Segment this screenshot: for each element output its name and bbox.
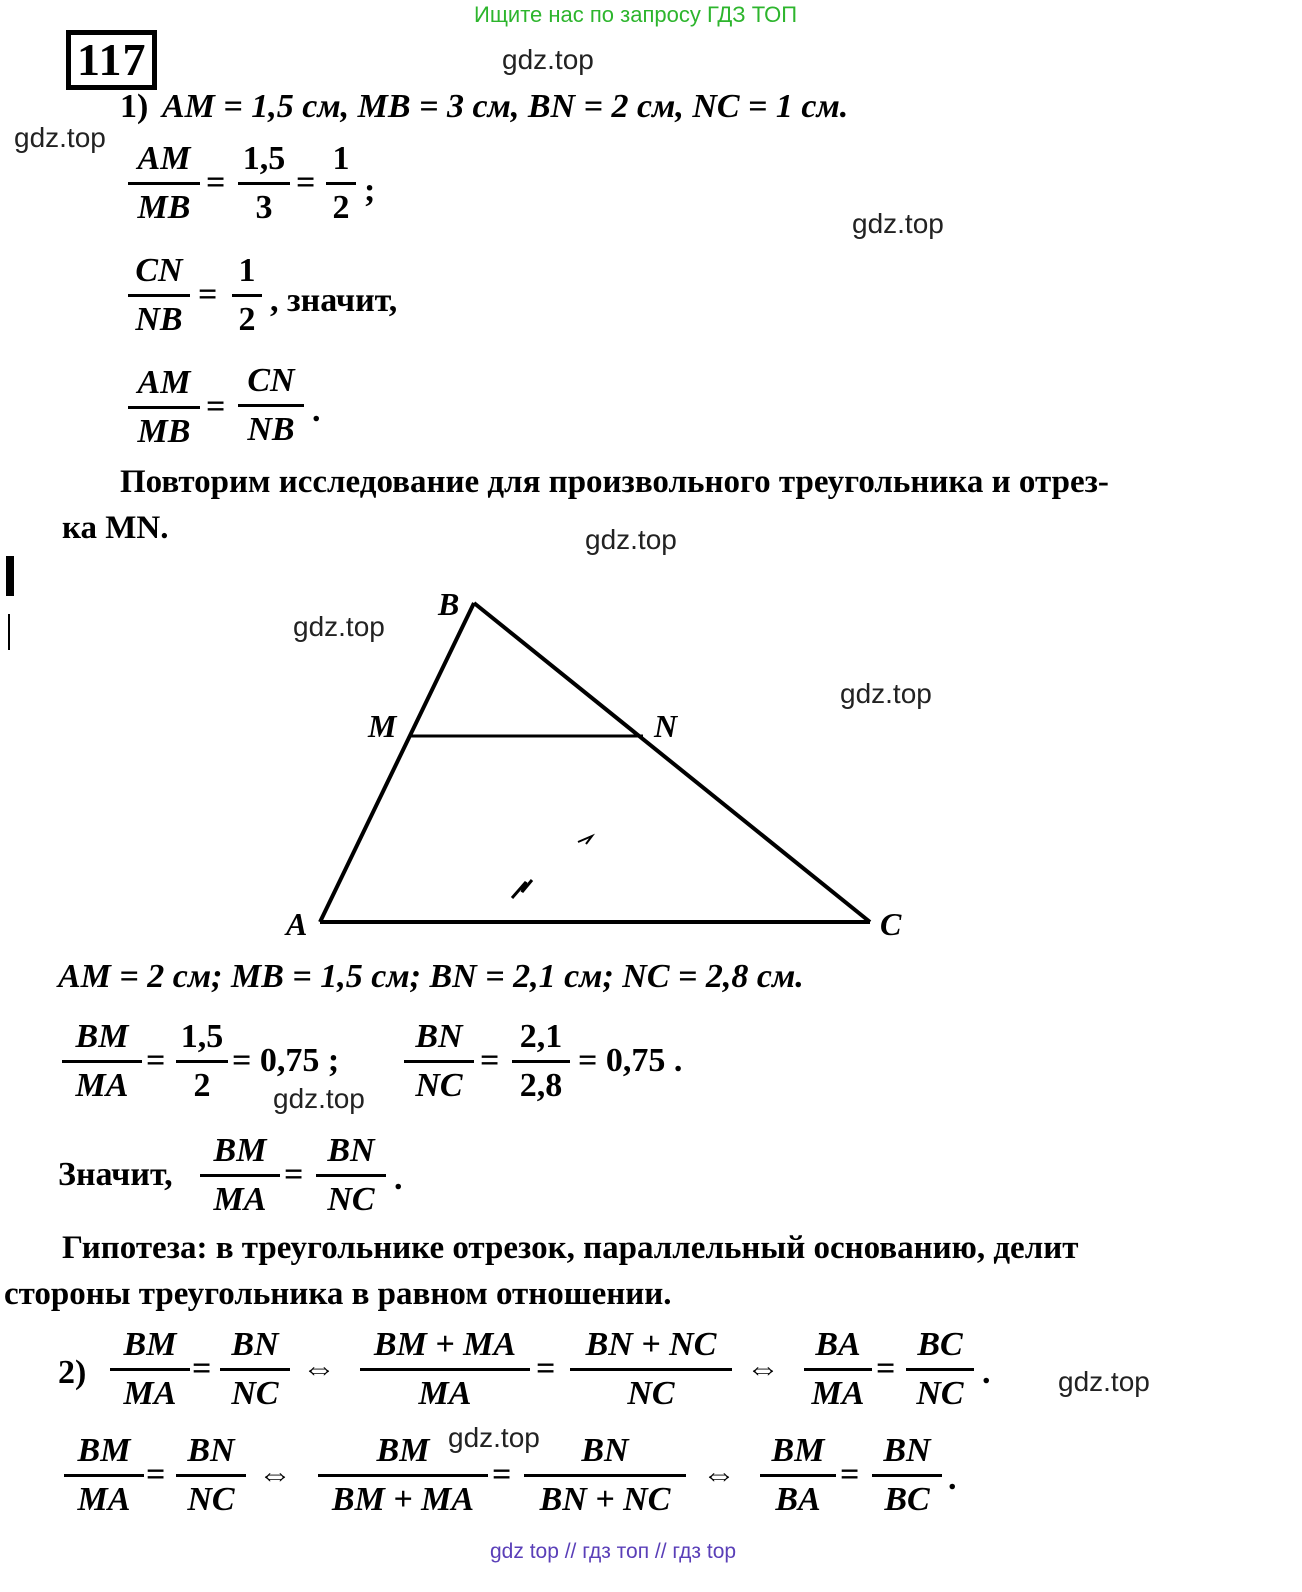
- fraction: $\frac{BM}{MA}$: [110, 1326, 190, 1413]
- equals-sign: =: [192, 1350, 212, 1387]
- equals-sign: =: [206, 388, 226, 425]
- fraction: $\frac{BA}{MA}$: [804, 1326, 872, 1413]
- fraction: $\frac{1,5}{3}$: [238, 140, 290, 227]
- side-ab: [320, 603, 474, 922]
- fraction: $\frac{1}{2}$: [326, 140, 356, 227]
- top-banner[interactable]: Ищите нас по запросу ГДЗ ТОП: [474, 2, 798, 27]
- part1-label: 1): [120, 88, 149, 125]
- equals-sign: =: [876, 1350, 896, 1387]
- fraction: $\frac{BC}{NC}$: [906, 1326, 974, 1413]
- equals-sign: =: [198, 276, 218, 313]
- equals-sign: =: [284, 1156, 304, 1193]
- znachit-text: , значит,: [270, 282, 398, 319]
- paragraph-line: ка MN.: [62, 510, 169, 546]
- paragraph-line: Повторим исследование для произвольного треугольника и отрез-: [120, 464, 1109, 500]
- watermark: gdz.top: [14, 122, 106, 153]
- part2-label: 2): [58, 1354, 87, 1391]
- fraction: $\frac{BM}{BA}$: [760, 1432, 836, 1519]
- watermark: gdz.top: [852, 208, 944, 239]
- equals-sign: =: [206, 164, 226, 201]
- watermark: gdz.top: [293, 611, 385, 642]
- fraction: $\frac{1}{2}$: [232, 252, 262, 339]
- vertex-label-c: C: [880, 906, 902, 942]
- equivalence-sign: ⇔: [746, 1350, 780, 1387]
- fraction: $\frac{BN}{NC}$: [316, 1132, 386, 1219]
- equals-sign: =: [492, 1456, 512, 1493]
- fraction: $\frac{BM + MA}{MA}$: [360, 1326, 530, 1413]
- watermark: gdz.top: [585, 524, 677, 555]
- watermark: gdz.top: [502, 44, 594, 75]
- side-bc: [474, 603, 870, 922]
- fraction: $\frac{BM}{MA}$: [62, 1018, 142, 1105]
- fraction: $\frac{BN}{BN + NC}$: [524, 1432, 686, 1519]
- equivalence-sign: ⇔: [258, 1456, 292, 1493]
- bottom-banner[interactable]: gdz top // гдз топ // гдз top: [490, 1540, 737, 1563]
- hypothesis-line: Гипотеза: в треугольнике отрезок, параллельный основанию, делит: [62, 1230, 1079, 1266]
- vertex-label-a: A: [286, 906, 308, 942]
- equivalence-sign: ⇔: [302, 1350, 336, 1387]
- fraction: $\frac{BN}{NC}$: [176, 1432, 246, 1519]
- conclusion-word: Значит,: [58, 1156, 173, 1193]
- equals-sign: =: [536, 1350, 556, 1387]
- fraction: $\frac{CN}{NB}$: [238, 362, 304, 449]
- fraction: $\frac{1,5}{2}$: [176, 1018, 228, 1105]
- period: .: [948, 1460, 957, 1497]
- fraction: $\frac{BM}{MA}$: [64, 1432, 144, 1519]
- fraction: $\frac{BN}{NC}$: [404, 1018, 474, 1105]
- equals-sign: =: [146, 1042, 166, 1079]
- fraction: $\frac{AM}{MB}$: [128, 364, 200, 451]
- fraction: $\frac{BN}{NC}$: [220, 1326, 290, 1413]
- fraction: $\frac{BM}{BM + MA}$: [318, 1432, 488, 1519]
- scan-artifact: [512, 880, 532, 898]
- fraction: $\frac{BN + NC}{NC}$: [570, 1326, 732, 1413]
- watermark: gdz.top: [273, 1083, 365, 1114]
- period: .: [312, 392, 321, 429]
- watermark: gdz.top: [1058, 1366, 1150, 1397]
- equals-sign: =: [146, 1456, 166, 1493]
- period: .: [982, 1354, 991, 1391]
- fraction: $\frac{BM}{MA}$: [200, 1132, 280, 1219]
- equivalence-sign: ⇔: [702, 1456, 736, 1493]
- fraction: $\frac{2,1}{2,8}$: [512, 1018, 570, 1105]
- ratio-result: = 0,75 ;: [232, 1042, 340, 1079]
- hypothesis-line: стороны треугольника в равном отношении.: [4, 1276, 672, 1312]
- fraction: $\frac{BN}{BC}$: [872, 1432, 942, 1519]
- ratio-result: = 0,75 .: [578, 1042, 683, 1079]
- fraction: $\frac{CN}{NB}$: [128, 252, 190, 339]
- equals-sign: =: [480, 1042, 500, 1079]
- watermark: gdz.top: [840, 678, 932, 709]
- problem-number: 117: [66, 30, 157, 90]
- measurements: AM = 2 см; MB = 1,5 см; BN = 2,1 см; NC = 2,8 см.: [58, 958, 804, 995]
- scan-artifact: [578, 836, 592, 844]
- vertex-label-m: M: [368, 708, 397, 744]
- semicolon: ;: [364, 172, 376, 209]
- part1-given: AM = 1,5 см, MB = 3 см, BN = 2 см, NC = 1 см.: [162, 88, 849, 125]
- fraction: $\frac{AM}{MB}$: [128, 140, 200, 227]
- equals-sign: =: [296, 164, 316, 201]
- vertex-label-b: B: [438, 586, 460, 622]
- watermark: gdz.top: [448, 1422, 540, 1453]
- period: .: [394, 1160, 403, 1197]
- vertex-label-n: N: [654, 708, 678, 744]
- equals-sign: =: [840, 1456, 860, 1493]
